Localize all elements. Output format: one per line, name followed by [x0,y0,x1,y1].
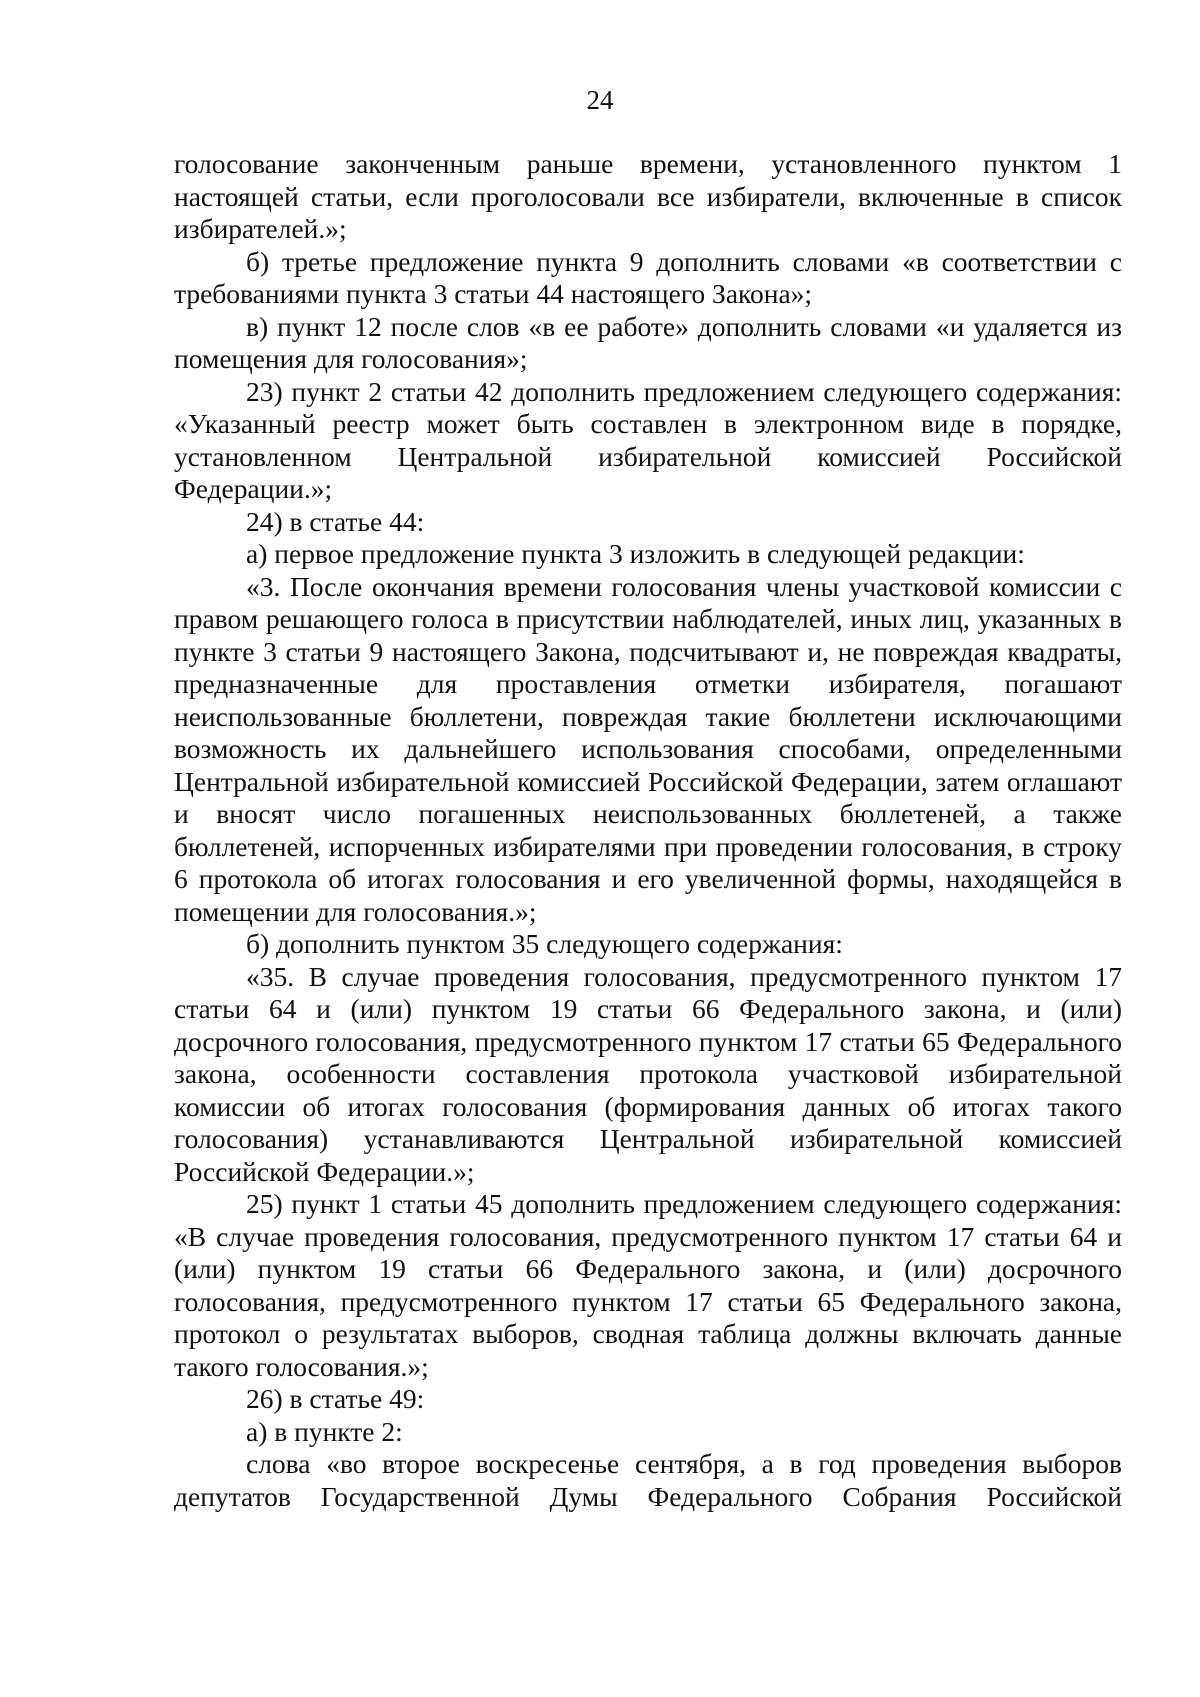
paragraph-item-24: 24) в статье 44: [246,505,425,537]
paragraph-item-23: 23) пункт 2 статьи 42 дополнить предложением следующего содержания: «Указанный реестр может быть составлен в электронном виде в порядке, установленном Центральной избирательной комиссией Российской Федерации.»; [174,375,1122,504]
paragraph-item-26-a: а) в пункте 2: [246,1415,403,1447]
paragraph-item-24-a: а) первое предложение пункта 3 изложить в следующей редакции: [246,538,1025,569]
paragraph-quote-point-35: «35. В случае проведения голосования, предусмотренного пунктом 17 статьи 64 и (или) пунктом 19 статьи 66 Федерального закона, и (или) досрочного голосования, предусмотренного пунктом 17 статьи 65 Федерального закона, особенности составления протокола участковой избирательной комиссии об итогах голосования (формирования данных об итогах такого голосования) устанавливаются Центральной избирательной комиссией Российской Федерации.»; [174,960,1122,1187]
paragraph-continuation: голосование законченным раньше времени, установленного пунктом 1 настоящей статьи, если проголосовали все избиратели, включенные в список избирателей.»; [174,148,1122,244]
paragraph-quote-point-3: «3. После окончания времени голосования члены участковой комиссии с правом решающего голоса в присутствии наблюдателей, иных лиц, указанных в пункте 3 статьи 9 настоящего Закона, подсчитывают и, не повреждая квадраты, предназначенные для проставления отметки избирателя, погашают неиспользованные бюллетени, повреждая такие бюллетени исключающими возможность их дальнейшего использования способами, определенными Центральной избирательной комиссией Российской Федерации, затем оглашают и вносят число погашенных неиспользованных бюллетеней, а также бюллетеней, испорченных избирателями при проведении голосования, в строку 6 протокола об итогах голосования и его увеличенной формы, находящейся в помещении для голосования.»; [174,570,1122,927]
document-body [174,148,1122,1513]
paragraph-item-v-point-12: в) пункт 12 после слов «в ее работе» дополнить словами «и удаляется из помещения для голосования»; [174,310,1122,374]
page-number: 24 [586,85,614,115]
paragraph-item-26: 26) в статье 49: [246,1383,425,1414]
paragraph-item-25: 25) пункт 1 статьи 45 дополнить предложением следующего содержания: «В случае проведения голосования, предусмотренного пунктом 17 статьи 64 и (или) пунктом 19 статьи 66 Федерального закона, и (или) досрочного голосования, предусмотренного пунктом 17 статьи 65 Федерального закона, протокол о результатах выборов, сводная таблица должны включать данные такого голосования.»; [174,1188,1122,1382]
paragraph-item-24-b: б) дополнить пунктом 35 следующего содержания: [246,928,843,959]
paragraph-item-b-point-9: б) третье предложение пункта 9 дополнить словами «в соответствии с требованиями пункта 3 статьи 44 настоящего Закона»; [174,245,1122,309]
paragraph-words-clause: слова «во второе воскресенье сентября, а в год проведения выборов депутатов Государственной Думы Федерального Собрания Российской [174,1448,1122,1512]
